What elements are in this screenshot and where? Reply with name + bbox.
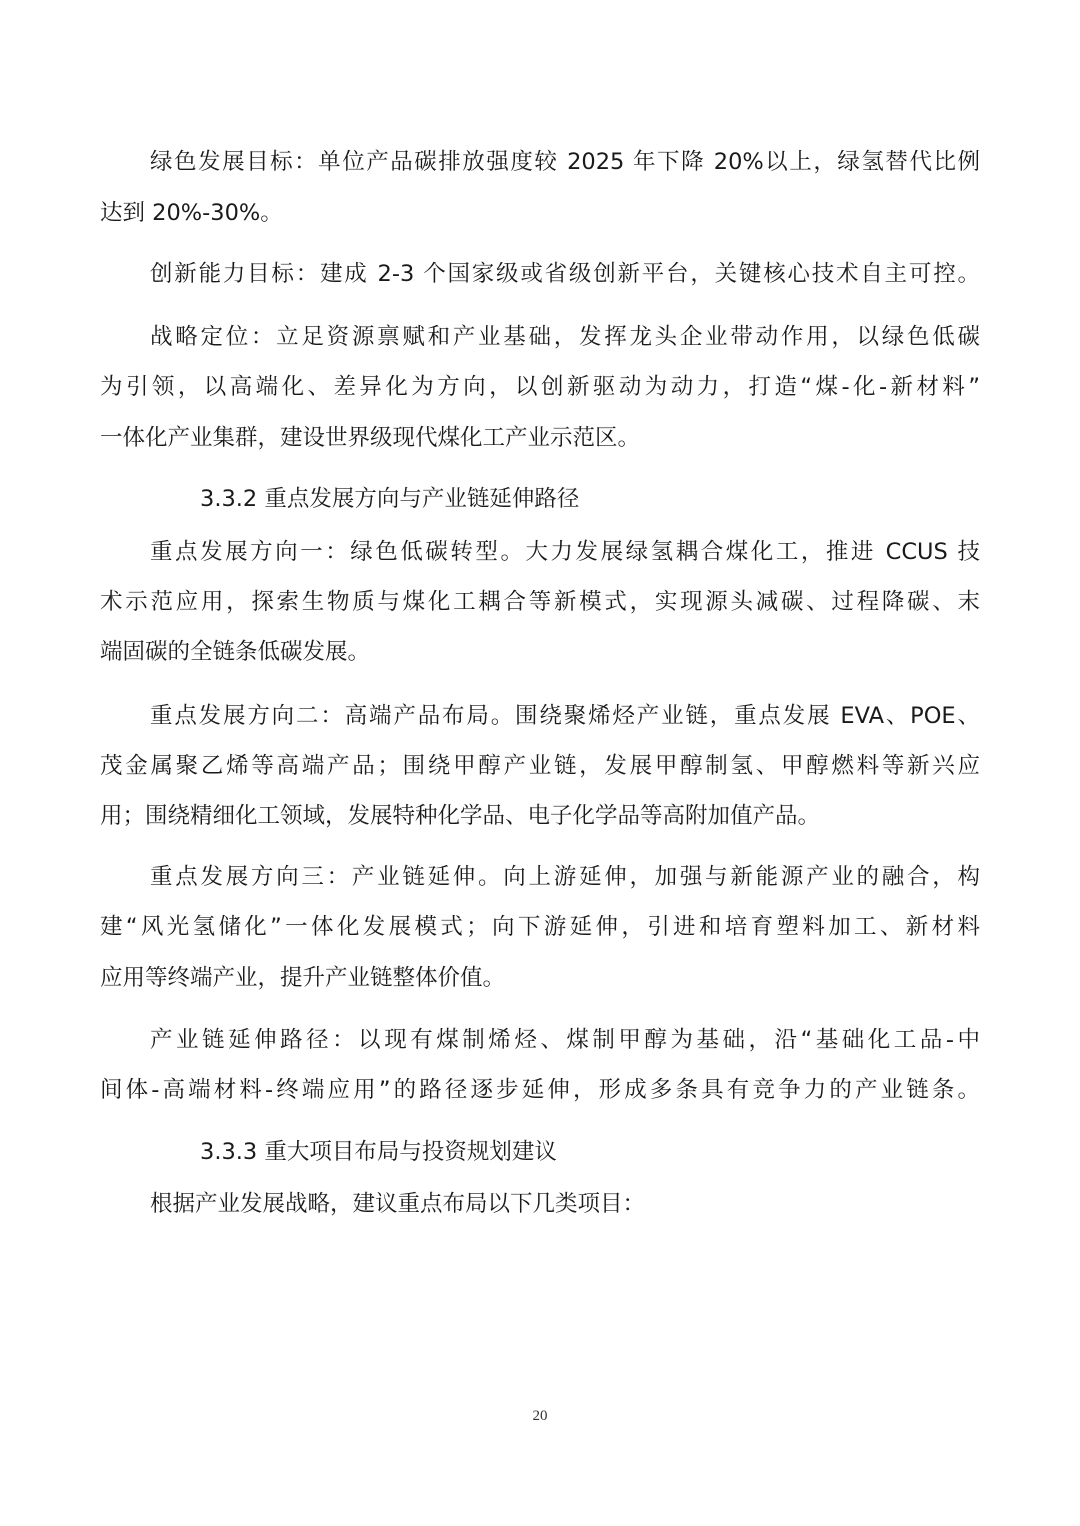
direction-three-line-2: 建“风光氢储化”一体化发展模式；向下游延伸，引进和培育塑料加工、新材料 [100, 914, 980, 940]
projects-intro-line: 根据产业发展战略，建议重点布局以下几类项目： [150, 1191, 646, 1217]
extension-path-line-1: 产业链延伸路径：以现有煤制烯烃、煤制甲醇为基础，沿“基础化工品-中 [150, 1027, 980, 1053]
strategy-line-3: 一体化产业集群，建设世界级现代煤化工产业示范区。 [100, 425, 641, 451]
direction-one-line-2: 术示范应用，探索生物质与煤化工耦合等新模式，实现源头减碳、过程降碳、末 [100, 589, 980, 615]
strategy-line-2: 为引领，以高端化、差异化为方向，以创新驱动为动力，打造“煤-化-新材料” [100, 374, 980, 400]
direction-two-line-2: 茂金属聚乙烯等高端产品；围绕甲醇产业链，发展甲醇制氢、甲醇燃料等新兴应 [100, 753, 980, 779]
section-heading-3-3-3: 3.3.3 重大项目布局与投资规划建议 [200, 1139, 557, 1165]
section-heading-3-3-2: 3.3.2 重点发展方向与产业链延伸路径 [200, 486, 580, 512]
direction-one-line-1: 重点发展方向一：绿色低碳转型。大力发展绿氢耦合煤化工，推进 CCUS 技 [150, 539, 980, 565]
extension-path-line-2: 间体-高端材料-终端应用”的路径逐步延伸，形成多条具有竞争力的产业链条。 [100, 1077, 980, 1103]
green-target-line-1: 绿色发展目标：单位产品碳排放强度较 2025 年下降 20%以上，绿氢替代比例 [150, 149, 980, 175]
direction-three-line-3: 应用等终端产业，提升产业链整体价值。 [100, 965, 506, 991]
innovation-target-line: 创新能力目标：建成 2-3 个国家级或省级创新平台，关键核心技术自主可控。 [150, 261, 980, 287]
green-target-line-2: 达到 20%-30%。 [100, 200, 283, 226]
strategy-line-1: 战略定位：立足资源禀赋和产业基础，发挥龙头企业带动作用，以绿色低碳 [150, 324, 980, 350]
direction-two-line-3: 用；围绕精细化工领域，发展特种化学品、电子化学品等高附加值产品。 [100, 803, 821, 829]
page-number: 20 [532, 1408, 548, 1424]
direction-one-line-3: 端固碳的全链条低碳发展。 [100, 639, 371, 665]
direction-three-line-1: 重点发展方向三：产业链延伸。向上游延伸，加强与新能源产业的融合，构 [150, 864, 980, 890]
direction-two-line-1: 重点发展方向二：高端产品布局。围绕聚烯烃产业链，重点发展 EVA、POE、 [150, 703, 980, 729]
